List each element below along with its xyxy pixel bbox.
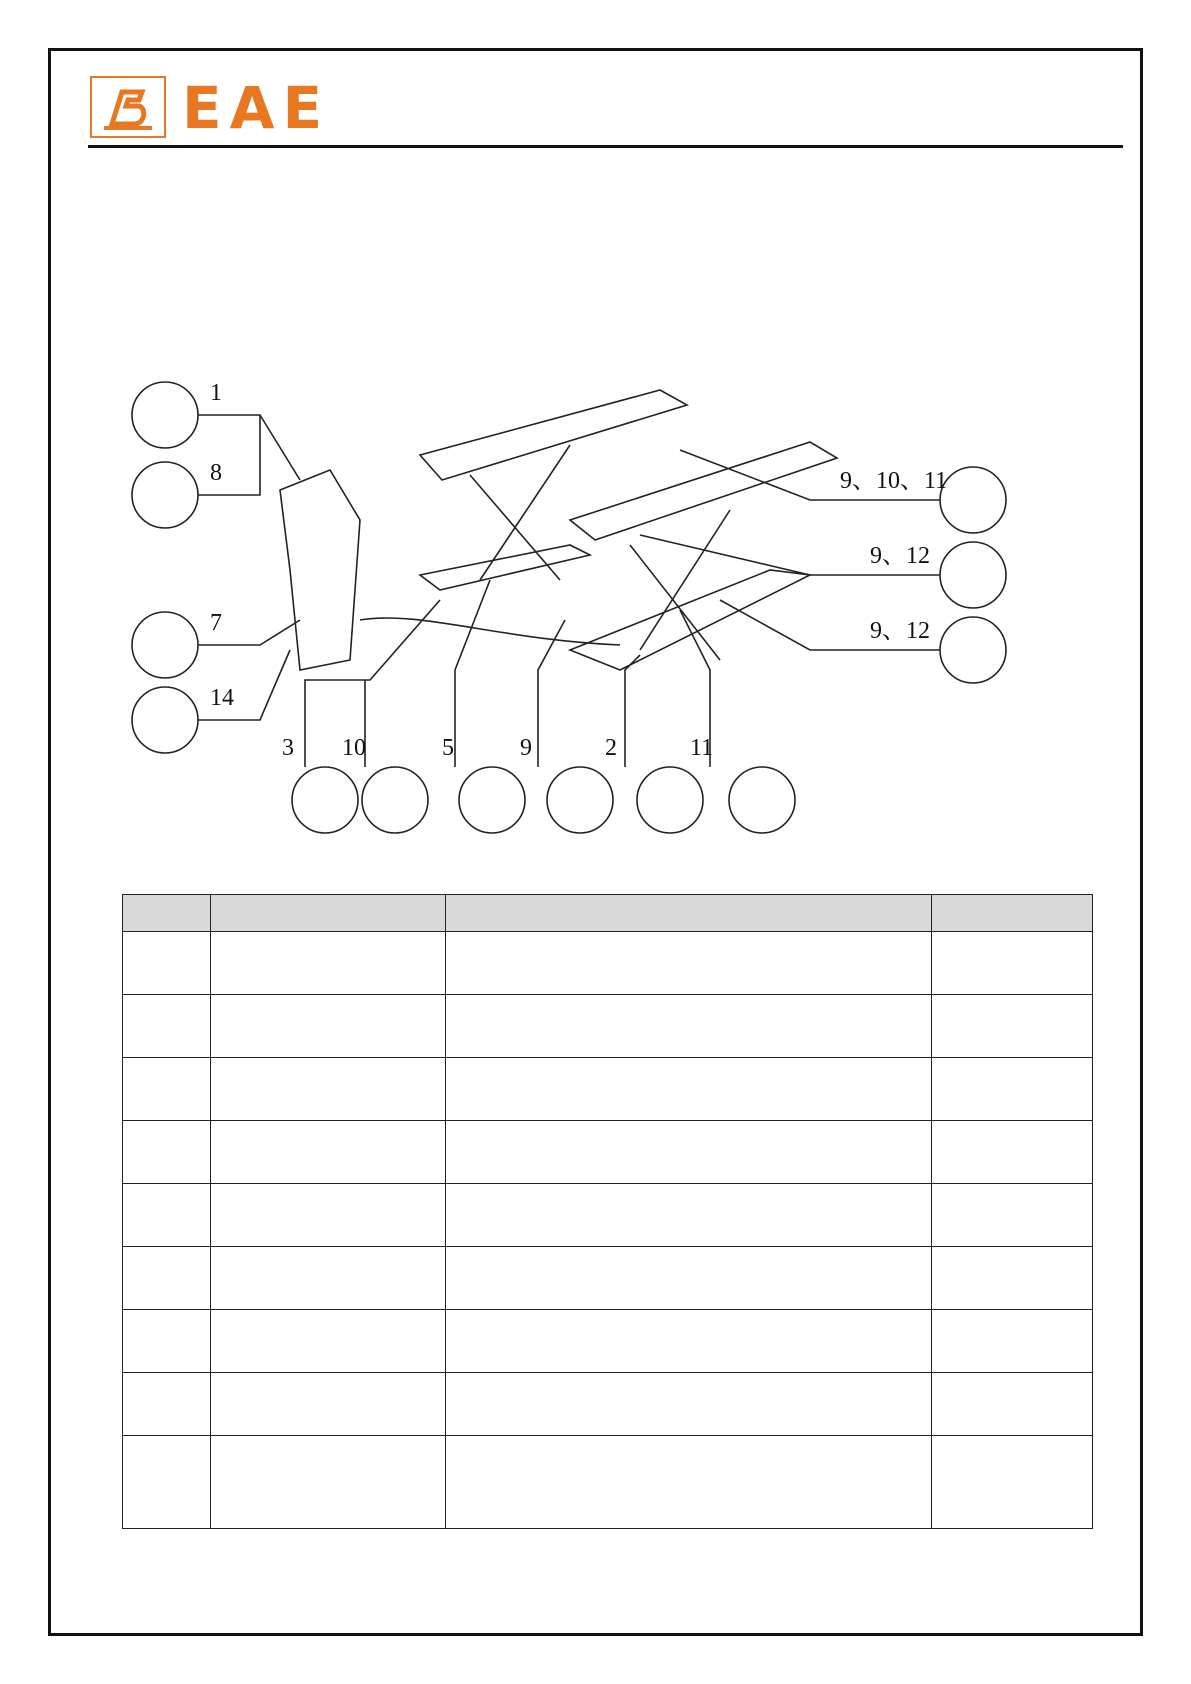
header-cell [446, 895, 932, 932]
detail-circle-11 [729, 767, 795, 833]
callout-7: 7 [210, 610, 222, 636]
table-cell [932, 1121, 1093, 1184]
table-cell [211, 1436, 446, 1529]
table-cell [123, 1058, 211, 1121]
table-cell [932, 995, 1093, 1058]
table-cell [932, 1436, 1093, 1529]
detail-circle-3 [292, 767, 358, 833]
detail-circle-2 [637, 767, 703, 833]
brand-logo [90, 76, 166, 138]
detail-circle-5 [459, 767, 525, 833]
table-cell [446, 1121, 932, 1184]
parts-table [122, 894, 1093, 1529]
callout-9-12-a: 9、12 [870, 543, 930, 569]
detail-circle-9 [547, 767, 613, 833]
table-cell [932, 1373, 1093, 1436]
header-cell [211, 895, 446, 932]
callout-9-10-11: 9、10、11 [840, 468, 948, 494]
table-cell [446, 1247, 932, 1310]
header-cell [932, 895, 1093, 932]
table-row [123, 932, 1093, 995]
table-cell [932, 1058, 1093, 1121]
callout-10: 10 [342, 735, 366, 761]
table-cell [211, 1121, 446, 1184]
brand-name: EAE [182, 74, 331, 142]
callout-5: 5 [442, 735, 454, 761]
table-cell [123, 1121, 211, 1184]
detail-circle-10 [362, 767, 428, 833]
table-cell [211, 932, 446, 995]
table-cell [123, 932, 211, 995]
table-cell [446, 1436, 932, 1529]
callout-9-12-b: 9、12 [870, 618, 930, 644]
table-cell [123, 1373, 211, 1436]
callout-2: 2 [605, 735, 617, 761]
table-cell [211, 1310, 446, 1373]
table-cell [446, 1184, 932, 1247]
header-cell [123, 895, 211, 932]
table-cell [123, 1247, 211, 1310]
table-cell [123, 995, 211, 1058]
table-row [123, 1058, 1093, 1121]
callout-14: 14 [210, 685, 234, 711]
platform-right [570, 442, 837, 540]
table-cell [211, 1373, 446, 1436]
table-cell [932, 1310, 1093, 1373]
platform-left [420, 390, 687, 480]
callout-9: 9 [520, 735, 532, 761]
table-cell [123, 1184, 211, 1247]
table-cell [211, 1184, 446, 1247]
detail-circle-7 [132, 612, 198, 678]
table-cell [932, 932, 1093, 995]
callout-11: 11 [690, 735, 714, 761]
table-cell [123, 1436, 211, 1529]
table-cell [211, 1247, 446, 1310]
table-cell [211, 995, 446, 1058]
table-row [123, 995, 1093, 1058]
table-row [123, 1310, 1093, 1373]
table-cell [932, 1247, 1093, 1310]
table-row [123, 1436, 1093, 1529]
table-row [123, 1121, 1093, 1184]
detail-circle-9-12-a [940, 542, 1006, 608]
table-header-row [123, 895, 1093, 932]
table-cell [446, 995, 932, 1058]
table-row [123, 1247, 1093, 1310]
table-cell [446, 1373, 932, 1436]
table-cell [446, 932, 932, 995]
detail-circle-9-10-11 [940, 467, 1006, 533]
detail-circle-9-12-b [940, 617, 1006, 683]
table-cell [446, 1310, 932, 1373]
logo-mark-icon [92, 78, 164, 136]
header-rule [88, 145, 1123, 148]
table-cell [446, 1058, 932, 1121]
callout-3: 3 [282, 735, 294, 761]
detail-circle-8 [132, 462, 198, 528]
table-cell [123, 1310, 211, 1373]
callout-1: 1 [210, 380, 222, 406]
table-row [123, 1184, 1093, 1247]
table-cell [932, 1184, 1093, 1247]
detail-circle-14 [132, 687, 198, 753]
lift-exploded-diagram [120, 370, 1020, 850]
detail-circle-1 [132, 382, 198, 448]
table-row [123, 1373, 1093, 1436]
callout-8: 8 [210, 460, 222, 486]
table-cell [211, 1058, 446, 1121]
